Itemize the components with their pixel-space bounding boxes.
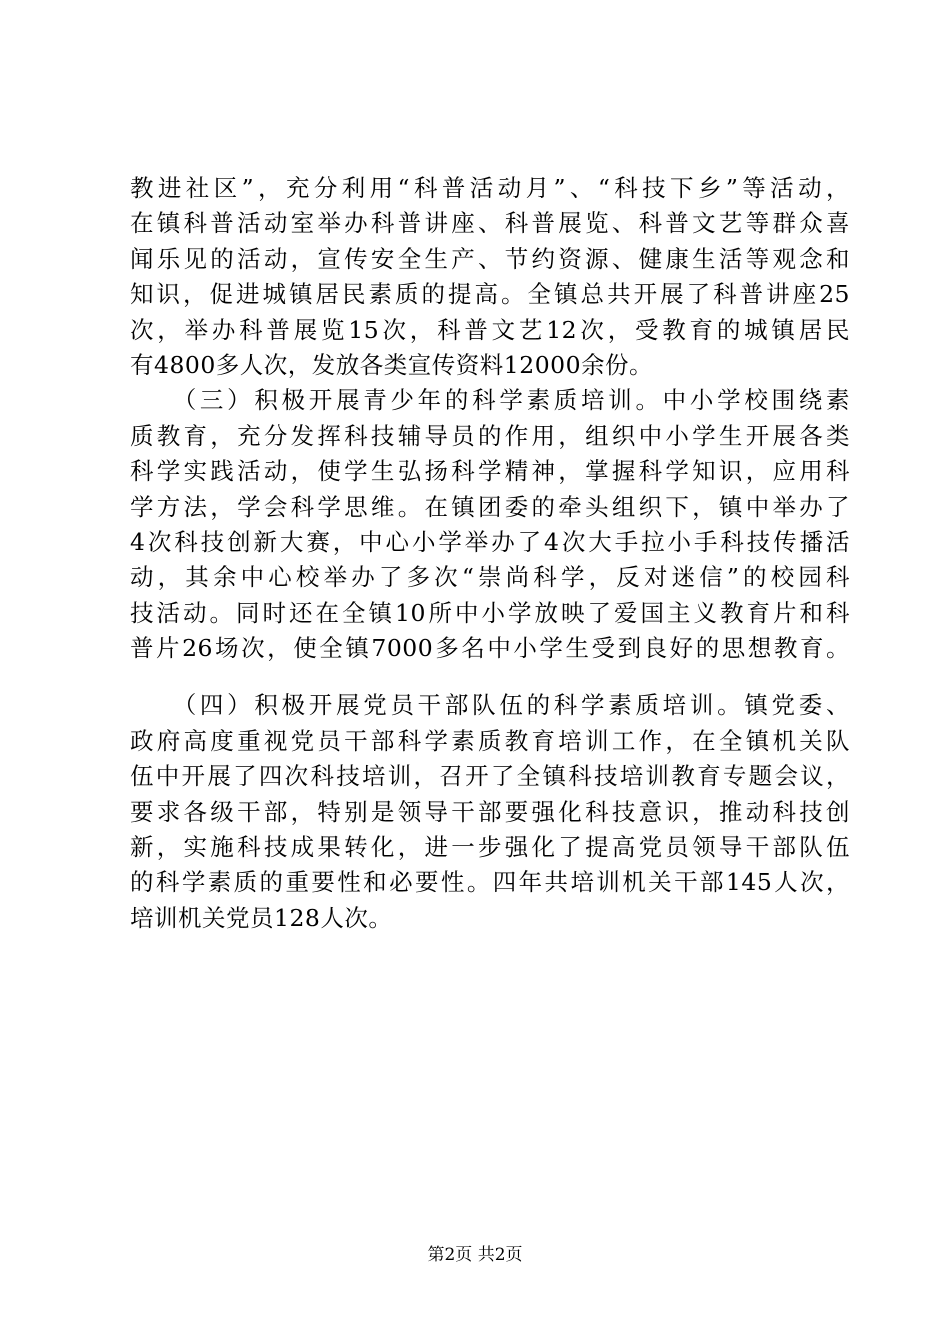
text-line: 教进社区”，充分利用“科普活动月”、“科技下乡”等活动， <box>130 174 850 202</box>
text-line: 科学实践活动，使学生弘扬科学精神，掌握科学知识，应用科 <box>130 457 850 486</box>
text-line: 动，其余中心校举办了多次“崇尚科学，反对迷信”的校园科 <box>130 563 850 592</box>
text-line: 闻乐见的活动，宣传安全生产、节约资源、健康生活等观念和 <box>130 244 850 273</box>
text-line: 学方法，学会科学思维。在镇团委的牵头组织下，镇中举办了 <box>130 492 850 521</box>
paragraph-block-1 <box>130 171 850 666</box>
text-line: 的科学素质的重要性和必要性。四年共培训机关干部145人次， <box>130 868 850 897</box>
text-line: 培训机关党员128人次。 <box>130 903 393 932</box>
text-line: 次，举办科普展览15次，科普文艺12次，受教育的城镇居民 <box>130 315 850 344</box>
page-footer <box>0 1243 950 1267</box>
text-line: 在镇科普活动室举办科普讲座、科普展览、科普文艺等群众喜 <box>130 209 850 238</box>
text-line: 4次科技创新大赛，中心小学举办了4次大手拉小手科技传播活 <box>130 527 850 556</box>
text-line: 技活动。同时还在全镇10所中小学放映了爱国主义教育片和科 <box>130 598 850 627</box>
text-line: （三）积极开展青少年的科学素质培训。中小学校围绕素 <box>130 386 850 415</box>
text-line: 质教育，充分发挥科技辅导员的作用，组织中小学生开展各类 <box>130 421 850 450</box>
paragraph-block-2 <box>130 688 850 936</box>
text-line: 普片26场次，使全镇7000多名中小学生受到良好的思想教育。 <box>130 634 850 663</box>
page-number-label: 第2页 共2页 <box>427 1245 523 1265</box>
document-body <box>130 171 850 958</box>
text-line: （四）积极开展党员干部队伍的科学素质培训。镇党委、 <box>130 691 850 720</box>
text-line: 知识，促进城镇居民素质的提高。全镇总共开展了科普讲座25 <box>130 280 850 309</box>
text-line: 要求各级干部，特别是领导干部要强化科技意识，推动科技创 <box>130 797 850 826</box>
text-line: 有4800多人次，发放各类宣传资料12000余份。 <box>130 350 654 379</box>
text-line: 政府高度重视党员干部科学素质教育培训工作，在全镇机关队 <box>130 726 850 755</box>
text-line: 伍中开展了四次科技培训，召开了全镇科技培训教育专题会议， <box>130 762 850 791</box>
text-line: 新，实施科技成果转化，进一步强化了提高党员领导干部队伍 <box>130 833 850 862</box>
